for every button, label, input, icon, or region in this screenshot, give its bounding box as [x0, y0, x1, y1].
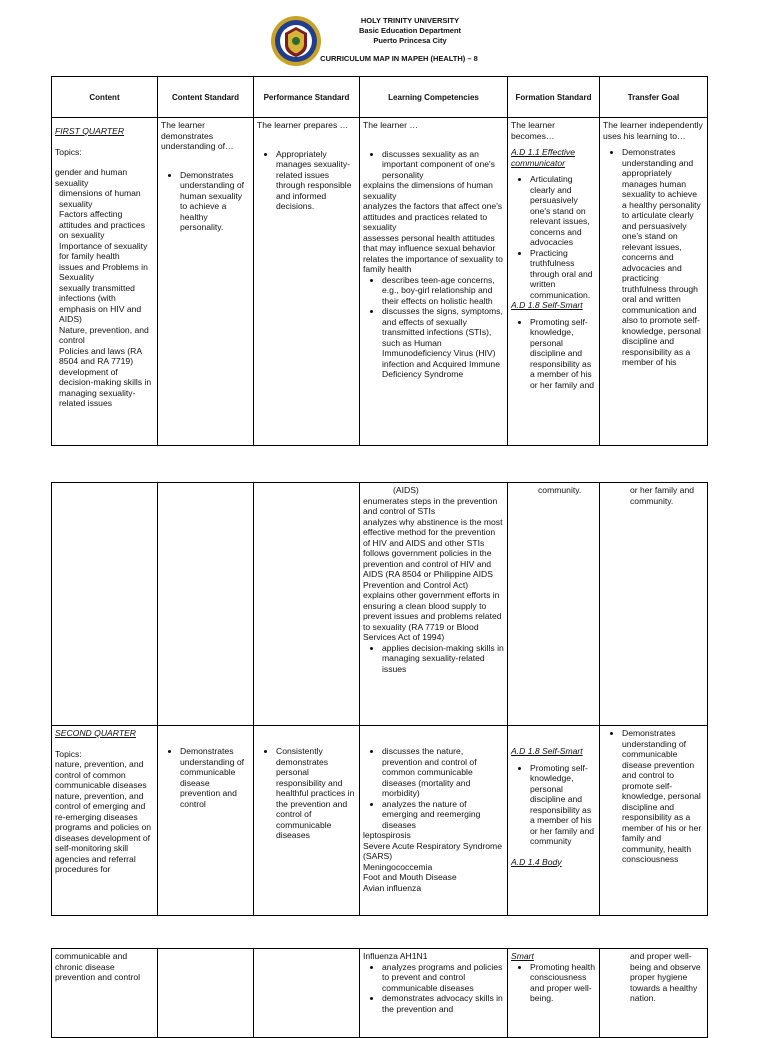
- competency-line: Influenza AH1N1: [363, 951, 428, 961]
- competency-line: enumerates steps in the prevention and control of STIs: [363, 495, 498, 516]
- competency-line: Meningococcemia: [363, 861, 433, 872]
- list-item: • Articulating clearly and persuasively one's stand on relevant issues, concerns and advocacies: [530, 174, 596, 248]
- header-transfer-goal: Transfer Goal: [600, 77, 708, 118]
- formation-standard-cell: [508, 949, 600, 1038]
- list-item: • Demonstrates understanding of communicable disease prevention and control: [180, 746, 250, 809]
- topic-line: sexually transmitted infections (with emphasis on HIV and AIDS): [59, 282, 142, 324]
- learning-competencies-cell: [360, 726, 508, 916]
- list-item: • discusses the signs, symptoms, and effects of sexually transmitted infections (STIs), such as Human Immunodeficiency Virus (HIV) infection and Acquired Immune Deficiency Syndrome: [382, 306, 504, 380]
- document-header: [0, 12, 768, 72]
- university-name: HOLY TRINITY UNIVERSITY: [360, 16, 460, 25]
- list-item: • Promoting self-knowledge, personal discipline and responsibility as a member of his or her family and: [530, 317, 596, 391]
- header-text-block: [320, 16, 500, 46]
- formation-label: A.D 1.1 Effective communicator: [511, 147, 576, 168]
- topic-line: programs and policies on diseases development of self-monitoring skill: [55, 822, 152, 853]
- list-item: • Promoting self-knowledge, personal discipline and responsibility as a member of his or her family and community: [530, 763, 596, 847]
- performance-standard-cell: [254, 726, 360, 916]
- learning-competencies-cell: [360, 483, 508, 726]
- topic-line: nature, prevention, and control of emerging and re-emerging diseases: [55, 790, 146, 822]
- transfer-goal-cell: [600, 726, 708, 916]
- content-cell: [52, 118, 158, 446]
- performance-standard-cell: [254, 949, 360, 1038]
- list-item: • Promoting health consciousness and proper well-being.: [530, 962, 596, 1004]
- table-header-row: [52, 77, 708, 118]
- header-performance-standard: Performance Standard: [254, 77, 360, 118]
- learning-competencies-cell: [360, 118, 508, 446]
- list-item: • Practicing truthfulness through oral and written communication.: [530, 248, 596, 301]
- list-item: • applies decision-making skills in managing sexuality-related issues: [382, 643, 504, 675]
- topic-line: dimensions of human sexuality: [59, 188, 141, 209]
- performance-standard-cell: [254, 483, 360, 726]
- formation-label: A.D 1.8 Self-Smart: [511, 300, 583, 310]
- transfer-goal-cell: and proper well-being and observe proper hygiene towards a healthy nation.: [600, 949, 708, 1038]
- competency-line: analyzes the factors that affect one's attitudes and practices related to sexuality: [363, 201, 503, 232]
- formation-label: A.D 1.4 Body: [511, 856, 562, 867]
- list-item: • analyzes the nature of emerging and reemerging diseases: [382, 799, 504, 831]
- content-standard-cell: [158, 949, 254, 1038]
- curriculum-map-title: CURRICULUM MAP IN MAPEH (HEALTH) – 8: [320, 54, 478, 63]
- content-cell: [52, 726, 158, 916]
- header-content-standard: Content Standard: [158, 77, 254, 118]
- cell-intro: The learner independently uses his learning to…: [603, 120, 703, 141]
- competency-line: explains the dimensions of human sexuality: [363, 180, 493, 201]
- competency-line: explains other government efforts in ensuring a clean blood supply to prevent issues and problems related to sexuality (RA 7719 or Blood Services Act of 1994): [363, 590, 502, 642]
- content-cell: communicable and chronic disease prevention and control: [52, 949, 158, 1038]
- header-content: Content: [52, 77, 158, 118]
- list-item: • discusses the nature, prevention and control of common communicable diseases (mortality and morbidity): [382, 746, 504, 799]
- cell-intro: The learner becomes…: [511, 120, 555, 141]
- topics-label: Topics:: [55, 748, 82, 759]
- formation-standard-cell: [508, 118, 600, 446]
- content-standard-cell: [158, 726, 254, 916]
- topic-line: agencies and referral procedures for: [55, 853, 136, 874]
- quarter-label: FIRST QUARTER: [55, 126, 125, 136]
- content-standard-cell: [158, 483, 254, 726]
- competency-line: Foot and Mouth Disease: [363, 872, 457, 882]
- competency-line: (AIDS): [393, 485, 419, 495]
- competency-line: leptospirosis: [363, 830, 411, 840]
- list-item: • Appropriately manages sexuality-related issues through responsible and informed decisions.: [276, 149, 356, 212]
- formation-standard-cell: [508, 726, 600, 916]
- list-item: • Consistently demonstrates personal responsibility and healthful practices in the prevention and control of communicable diseases: [276, 746, 356, 841]
- list-item: • discusses sexuality as an important component of one's personality: [382, 149, 504, 181]
- header-learning-competencies: Learning Competencies: [360, 77, 508, 118]
- competency-line: follows government policies in the prevention and control of HIV and AIDS (RA 8504 or Philippine AIDS Prevention and Control Act): [363, 548, 493, 590]
- cell-intro: The learner prepares …: [257, 120, 349, 130]
- table-row: [52, 949, 708, 1038]
- content-standard-cell: [158, 118, 254, 446]
- topic-line: issues and Problems in Sexuality: [59, 261, 148, 282]
- curriculum-table-page2: [51, 482, 708, 916]
- learning-competencies-cell: [360, 949, 508, 1038]
- transfer-goal-cell: or her family and community.: [600, 483, 708, 726]
- topic-line: Importance of sexuality for family health: [59, 240, 148, 261]
- content-cell: [52, 483, 158, 726]
- topic-line: development of decision-making skills in managing sexuality-related issues: [59, 366, 152, 408]
- list-item: • describes teen-age concerns, e.g., boy-girl relationship and their effects on holistic health: [382, 275, 504, 307]
- topic-line: Nature, prevention, and control: [59, 324, 149, 345]
- formation-label: Smart: [511, 951, 534, 961]
- competency-line: relates the importance of sexuality to family health: [363, 253, 503, 274]
- competency-line: Severe Acute Respiratory Syndrome (SARS): [363, 840, 502, 861]
- cell-intro: The learner demonstrates understanding of…: [161, 120, 234, 151]
- formation-label: A.D 1.8 Self-Smart: [511, 746, 583, 756]
- topic-line: gender and human sexuality: [55, 167, 128, 188]
- transfer-goal-cell: [600, 118, 708, 446]
- formation-standard-cell: community.: [508, 483, 600, 726]
- topics-label: Topics:: [55, 146, 82, 157]
- header-formation-standard: Formation Standard: [508, 77, 600, 118]
- competency-line: analyzes why abstinence is the most effective method for the prevention of HIV and AIDS and other STIs: [363, 516, 503, 548]
- table-row: [52, 118, 708, 446]
- topic-line: nature, prevention, and control of common communicable diseases: [55, 759, 147, 790]
- curriculum-table-page1: [51, 76, 708, 446]
- topic-line: Factors affecting attitudes and practices on sexuality: [59, 209, 145, 240]
- performance-standard-cell: [254, 118, 360, 446]
- list-item: • Demonstrates understanding of human sexuality to achieve a healthy personality.: [180, 170, 250, 233]
- topic-line: Policies and laws (RA 8504 and RA 7719): [59, 345, 142, 366]
- list-item: • Demonstrates understanding and appropriately manages human sexuality to achieve a healthy personality to articulate clearly and persuasively one's stand on relevant issues, concerns and advocacies and practicing truthfulness through oral and written communication and also to promote self-knowledge, personal discipline and responsibility as a member of his: [622, 147, 704, 368]
- quarter-label: SECOND QUARTER: [55, 728, 137, 738]
- table-row: [52, 483, 708, 726]
- competency-line: Avian influenza: [363, 882, 422, 893]
- city-name: Puerto Princesa City: [373, 36, 447, 45]
- cell-intro: The learner …: [363, 120, 418, 130]
- list-item: • Demonstrates understanding of communicable disease prevention and control to promote self-knowledge, personal discipline and responsibility as a member of his or her family and community, health consciousness: [622, 728, 704, 865]
- department-name: Basic Education Department: [358, 26, 462, 35]
- list-item: • demonstrates advocacy skills in the prevention and: [382, 993, 504, 1014]
- list-item: • analyzes programs and policies to prevent and control communicable diseases: [382, 962, 504, 994]
- curriculum-table-page3: [51, 948, 708, 1038]
- competency-line: assesses personal health attitudes that may influence sexual behavior: [363, 232, 496, 253]
- table-row: [52, 726, 708, 916]
